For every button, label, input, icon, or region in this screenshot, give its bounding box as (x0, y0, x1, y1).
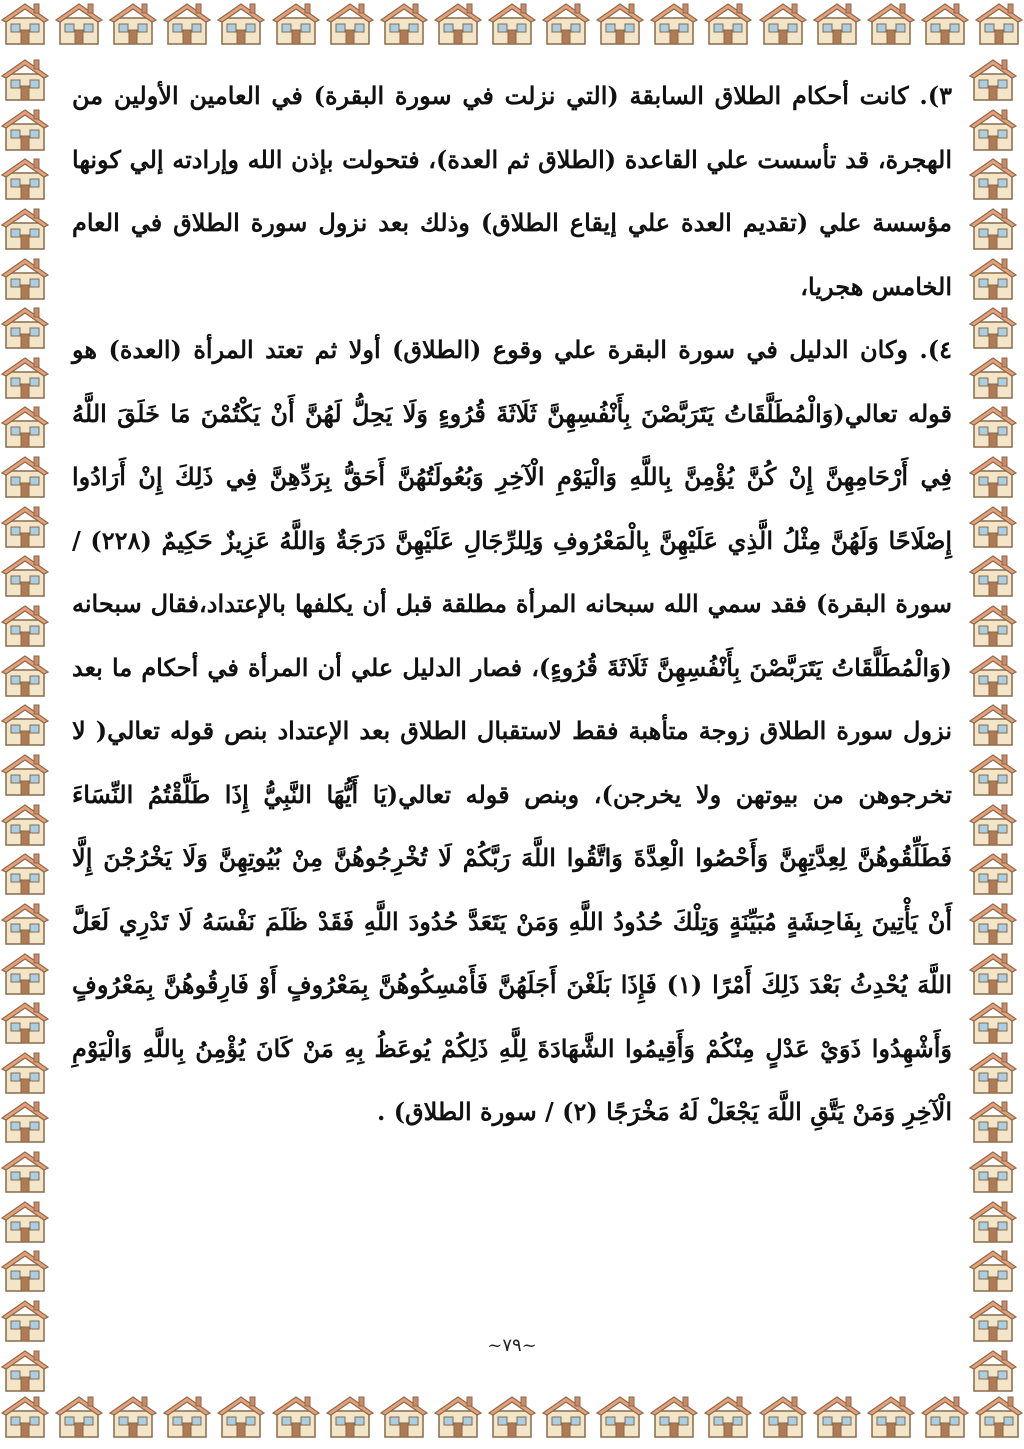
house-icon (968, 304, 1018, 350)
house-icon (968, 900, 1018, 946)
house-icon (0, 255, 50, 301)
house-icon (433, 0, 483, 46)
house-icon (0, 900, 50, 946)
house-icon (968, 403, 1018, 449)
house-icon (0, 1148, 50, 1194)
house-icon (758, 0, 808, 46)
house-icon (162, 1393, 212, 1439)
house-icon (968, 552, 1018, 598)
house-icon (379, 1393, 429, 1439)
house-icon (0, 503, 50, 549)
house-icon (0, 56, 50, 102)
house-icon (487, 1393, 537, 1439)
house-icon (541, 0, 591, 46)
house-icon (968, 106, 1018, 152)
house-icon (968, 652, 1018, 698)
house-icon (968, 354, 1018, 400)
house-icon (108, 1393, 158, 1439)
house-icon (271, 0, 321, 46)
house-icon (968, 850, 1018, 896)
house-icon (0, 652, 50, 698)
page-border-left (0, 56, 56, 1393)
house-icon (433, 1393, 483, 1439)
house-icon (0, 205, 50, 251)
house-icon (0, 0, 50, 46)
house-icon (968, 155, 1018, 201)
house-icon (0, 602, 50, 648)
house-icon (541, 1393, 591, 1439)
house-icon (54, 0, 104, 46)
house-icon (974, 0, 1024, 46)
house-icon (968, 1198, 1018, 1244)
house-icon (866, 0, 916, 46)
house-icon (0, 751, 50, 797)
house-icon (758, 1393, 808, 1439)
house-icon (703, 0, 753, 46)
page-border-top (0, 0, 1024, 56)
house-icon (0, 354, 50, 400)
house-icon (0, 1198, 50, 1244)
house-icon (595, 1393, 645, 1439)
house-icon (968, 1098, 1018, 1144)
house-icon (325, 0, 375, 46)
house-icon (649, 1393, 699, 1439)
house-icon (920, 1393, 970, 1439)
page-body (72, 64, 952, 1144)
house-icon (0, 403, 50, 449)
house-icon (968, 950, 1018, 996)
house-icon (487, 0, 537, 46)
house-icon (866, 1393, 916, 1439)
house-icon (0, 950, 50, 996)
house-icon (968, 701, 1018, 747)
house-icon (968, 56, 1018, 102)
house-icon (595, 0, 645, 46)
house-icon (271, 1393, 321, 1439)
house-icon (0, 1393, 50, 1439)
house-icon (812, 1393, 862, 1439)
house-icon (649, 0, 699, 46)
page-number: ~٧٩~ (487, 1335, 537, 1356)
house-icon (0, 1247, 50, 1293)
house-icon (325, 1393, 375, 1439)
page-border-bottom (0, 1393, 1024, 1449)
house-icon (968, 1247, 1018, 1293)
house-icon (0, 801, 50, 847)
house-icon (968, 801, 1018, 847)
house-icon (108, 0, 158, 46)
house-icon (968, 1148, 1018, 1194)
house-icon (812, 0, 862, 46)
house-icon (0, 106, 50, 152)
house-icon (968, 205, 1018, 251)
house-icon (0, 701, 50, 747)
paragraph-4: ٤). وكان الدليل في سورة البقرة علي وقوع (الطلاق) أولا ثم تعتد المرأة (العدة) هو قوله تعالي(وَالْمُطَلَّقَاتُ يَتَرَبَّصْنَ بِأَنْفُسِهِنَّ ثَلَاثَةَ قُرُوءٍ وَلَا يَحِلُّ لَهُنَّ أَنْ يَكْتُمْنَ مَا خَلَقَ اللَّهُ فِي أَرْحَامِهِنَّ إِنْ كُنَّ يُؤْمِنَّ بِاللَّهِ وَالْيَوْمِ الْآخِرِ وَبُعُولَتُهُنَّ أَحَقُّ بِرَدِّهِنَّ فِي ذَلِكَ إِنْ أَرَادُوا إِصْلَاحًا وَلَهُنَّ مِثْلُ الَّذِي عَلَيْهِنَّ بِالْمَعْرُوفِ وَلِلرِّجَالِ عَلَيْهِنَّ دَرَجَةٌ وَاللَّهُ عَزِيزٌ حَكِيمٌ (٢٢٨) / سورة البقرة) فقد سمي الله سبحانه المرأة مطلقة قبل أن يكلفها بالإعتداد،فقال سبحانه (وَالْمُطَلَّقَاتُ يَتَرَبَّصْنَ بِأَنْفُسِهِنَّ ثَلَاثَةَ قُرُوءٍ)، فصار الدليل علي أن المرأة في أحكام ما بعد نزول سورة الطلاق زوجة متأهبة فقط لاستقبال الطلاق بعد الإعتداد بنص قوله تعالي( لا تخرجوهن من بيوتهن ولا يخرجن)، وبنص قوله تعالي(يَا أَيُّهَا النَّبِيُّ إِذَا طَلَّقْتُمُ النِّسَاءَ فَطَلِّقُوهُنَّ لِعِدَّتِهِنَّ وَأَحْصُوا الْعِدَّةَ وَاتَّقُوا اللَّهَ رَبَّكُمْ لَا تُخْرِجُوهُنَّ مِنْ بُيُوتِهِنَّ وَلَا يَخْرُجْنَ إِلَّا أَنْ يَأْتِينَ بِفَاحِشَةٍ مُبَيِّنَةٍ وَتِلْكَ حُدُودُ اللَّهِ وَمَنْ يَتَعَدَّ حُدُودَ اللَّهِ فَقَدْ ظَلَمَ نَفْسَهُ لَا تَدْرِي لَعَلَّ اللَّهَ يُحْدِثُ بَعْدَ ذَلِكَ أَمْرًا (١) فَإِذَا بَلَغْنَ أَجَلَهُنَّ فَأَمْسِكُوهُنَّ بِمَعْرُوفٍ أَوْ فَارِقُوهُنَّ بِمَعْرُوفٍ وَأَشْهِدُوا ذَوَيْ عَدْلٍ مِنْكُمْ وَأَقِيمُوا الشَّهَادَةَ لِلَّهِ ذَلِكُمْ يُوعَظُ بِهِ مَنْ كَانَ يُؤْمِنُ بِاللَّهِ وَالْيَوْمِ الْآخِرِ وَمَنْ يَتَّقِ اللَّهَ يَجْعَلْ لَهُ مَخْرَجًا (٢) / سورة الطلاق) . (72, 335, 953, 1126)
house-icon (968, 255, 1018, 301)
house-icon (0, 453, 50, 499)
page-border-right (968, 56, 1024, 1393)
house-icon (703, 1393, 753, 1439)
house-icon (0, 552, 50, 598)
house-icon (968, 503, 1018, 549)
house-icon (974, 1393, 1024, 1439)
house-icon (0, 999, 50, 1045)
house-icon (968, 453, 1018, 499)
house-icon (54, 1393, 104, 1439)
house-icon (379, 0, 429, 46)
house-icon (0, 1049, 50, 1095)
house-icon (0, 850, 50, 896)
house-icon (0, 155, 50, 201)
house-icon (216, 1393, 266, 1439)
house-icon (162, 0, 212, 46)
house-icon (968, 1049, 1018, 1095)
house-icon (968, 751, 1018, 797)
house-icon (920, 0, 970, 46)
paragraph-3: ٣). كانت أحكام الطلاق السابقة (التي نزلت في سورة البقرة) في العامين الأولين من الهجرة، قد تأسست علي القاعدة (الطلاق ثم العدة)، فتحولت بإذن الله وإرادته إلي كونها مؤسسة علي (تقديم العدة علي إيقاع الطلاق) وذلك بعد نزول سورة الطلاق في العام الخامس هجريا، (72, 81, 953, 301)
house-icon (968, 999, 1018, 1045)
house-icon (0, 1098, 50, 1144)
house-icon (968, 602, 1018, 648)
house-icon (0, 304, 50, 350)
house-icon (216, 0, 266, 46)
